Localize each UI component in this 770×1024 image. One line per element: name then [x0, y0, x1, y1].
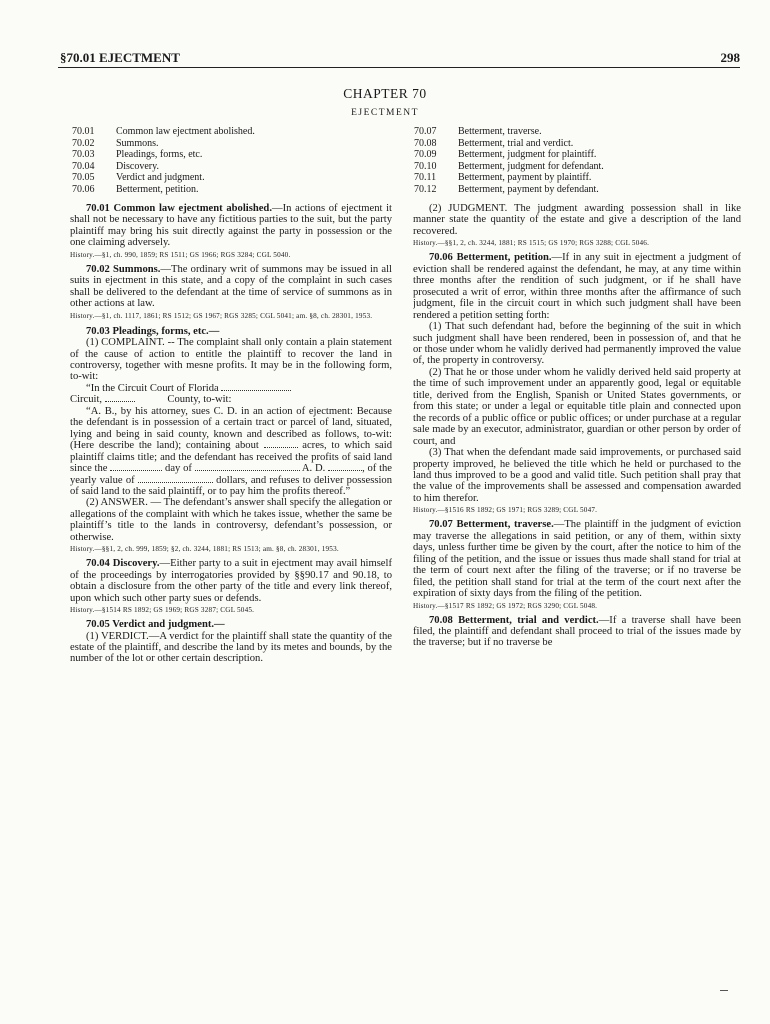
form-body: [70, 406, 392, 498]
toc-right-column: [414, 126, 744, 195]
toc-title: Betterment, judgment for plaintiff.: [458, 149, 597, 160]
toc-entry: [72, 161, 392, 173]
toc-entry: [414, 126, 744, 138]
section-text: —The ordinary writ of summons may be issued in all suits in ejectment in this state, and a copy of the complaint in such cases shall be delivered to the defendant at the time of service of summons as in other actions at law.: [70, 263, 392, 310]
paragraph-verdict: (1) VERDICT.—A verdict for the plaintiff shall state the quantity of the estate of the plaintiff, and describe the land by its metes and bounds, by the number of the lot or other certain description.: [70, 630, 392, 665]
toc-num: 70.10: [414, 160, 437, 172]
header-rule: [58, 67, 740, 68]
section-heading: 70.02 Summons.: [86, 263, 161, 275]
paragraph-betterment-3: (3) That when the defendant made said improvements, or purchased said property improved, he believed the title which he held or purchased to the land thus improved to be a good and valid title. Such petition shall pray that the value of the improvements shall be assessed and compensation awarded to him therefor.: [413, 447, 741, 504]
form-blank: [264, 447, 298, 448]
toc-num: 70.09: [414, 149, 437, 160]
history-note: History.—§1516 RS 1892; GS 1971; RGS 3289; CGL 5047.: [413, 506, 598, 515]
toc-num: 70.02: [72, 137, 95, 149]
form-caption: [70, 383, 392, 394]
toc-title: Betterment, petition.: [116, 183, 199, 195]
toc-title: Betterment, traverse.: [458, 126, 542, 137]
form-text: , of the yearly value of: [70, 463, 392, 486]
toc-num: 70.11: [414, 172, 437, 183]
form-text: A. D.: [301, 463, 326, 475]
page-mark: [720, 990, 728, 991]
section-heading: 70.05 Verdict and judgment.—: [86, 619, 225, 631]
toc-num: 70.04: [72, 160, 95, 172]
toc-num: 70.07: [414, 126, 437, 137]
toc-title: Verdict and judgment.: [116, 172, 205, 183]
history-note: History.—§§1, 2, ch. 3244, 1881; RS 1515; GS 1970; RGS 3288; CGL 5046.: [413, 239, 650, 248]
form-text: “A. B., by his attorney, sues C. D. in an action of ejectment: Because the defendant is in possession of a certain tract or parcel of land, situated, lying and being in said county, known and described as follows, to-wit: (Here describe the land); containing about: [70, 405, 392, 452]
toc-title: Betterment, payment by defendant.: [458, 183, 599, 195]
toc-entry: [414, 172, 744, 184]
form-text: acres, to which said plaintiff claims title; and the defendant has received the profits of said land since the: [70, 440, 392, 475]
history-note: History.—§1514 RS 1892; GS 1969; RGS 3287; CGL 5045.: [70, 606, 255, 615]
section-heading: 70.07 Betterment, traverse.: [429, 519, 554, 531]
toc-entry: [414, 138, 744, 150]
section-text: —In actions of ejectment it shall not be necessary to have any fictitious parties to the suit, but the party plaintiff may bring his suit directly against the party in possession or the one claiming adversely.: [70, 203, 392, 249]
paragraph-complaint: (1) COMPLAINT. -- The complaint shall only contain a plain statement of the cause of action to entitle the plaintiff to recover the land in controversy, together with mesne profits. It may be in the following form, to-wit:: [70, 337, 392, 383]
section-70-03: [70, 326, 392, 337]
history-note: History.—§§1, 2, ch. 999, 1859; §2, ch. 3244, 1881; RS 1513; am. §8, ch. 28301, 1953.: [70, 545, 339, 554]
section-70-04: [70, 558, 392, 604]
toc-title: Summons.: [116, 137, 159, 149]
form-text: dollars, and refuses to deliver possession of said land to the said plaintiff, or to pay him the profits thereof.”: [70, 474, 392, 497]
toc-title: Common law ejectment abolished.: [116, 126, 255, 137]
section-text: —If in any suit in ejectment a judgment of eviction shall be rendered against the defendant, he may, at any time within three months after the rendition of such judgment, or if he shall have prosecuted a writ of error, within three months after the affirmance of such judgment, file in the circuit court in which such judgment shall have been rendered a petition setting forth:: [413, 252, 741, 321]
chapter-subtitle: EJECTMENT: [351, 108, 419, 118]
form-blank: [195, 470, 300, 471]
toc-num: 70.05: [72, 172, 95, 183]
section-text: —The plaintiff in the judgment of eviction may traverse the allegations in said petition, or any of them, within sixty days, unless further time be given by the court, after the notice to him of the filing of the petition, and the issue or issues thus made shall stand for trial at the term of court next after the filing of the traverse; or if no traverse be filed, the petition shall stand for trial at the term of the court next after the expiration of sixty days from the filing of the petition.: [413, 519, 741, 600]
toc-entry: [414, 184, 744, 196]
history-note: History.—§1, ch. 1117, 1861; RS 1512; GS 1967; RGS 3285; CGL 5041; am. §8, ch. 28301, 1953.: [70, 311, 373, 320]
body-column-left: [70, 203, 392, 978]
form-text: day of: [165, 463, 192, 475]
section-heading: 70.04 Discovery.: [86, 558, 160, 570]
paragraph-betterment-2: (2) That he or those under whom he validly derived held said property at the time of such improvement under an apparently good, legal or equitable title, derived from the English, Spanish or United States governments, or from this state; or under a legal or equitable title plain and connected upon the records of a public office or public offices; or under purchase at a regular sale made by an executor, administrator, guardian or other person by order of court, and: [413, 366, 741, 447]
running-header-section: §70.01 EJECTMENT: [60, 50, 180, 65]
form-blank: [105, 401, 135, 402]
form-caption-2: [70, 394, 392, 405]
paragraph-judgment: (2) JUDGMENT. The judgment awarding possession shall in like manner state the quantity of the estate and give a description of the land recovered.: [413, 203, 741, 237]
section-70-01: [70, 203, 392, 249]
section-70-06: [413, 252, 741, 321]
form-blank: [221, 390, 291, 391]
section-heading: 70.06 Betterment, petition.: [429, 252, 552, 264]
section-heading: 70.01 Common law ejectment abolished.: [86, 203, 272, 214]
paragraph-betterment-1: (1) That such defendant had, before the beginning of the suit in which such judgment shall have been rendered, been in possession of, and that he or those under whom he validly derived had permanently improved the value of, the property in controversy.: [413, 321, 741, 367]
section-70-07: [413, 519, 741, 599]
section-heading: 70.03 Pleadings, forms, etc.—: [86, 325, 220, 337]
form-blank: [328, 470, 362, 471]
section-70-05: [70, 619, 392, 630]
toc-entry: [72, 149, 392, 161]
section-70-08: [413, 615, 741, 649]
form-blank: [110, 470, 162, 471]
toc-left-column: [72, 126, 392, 195]
toc-title: Betterment, judgment for defendant.: [458, 160, 604, 172]
section-text: —If a traverse shall have been filed, the plaintiff and defendant shall proceed to trial of the issues made by the traverse; but if no traverse be: [413, 614, 741, 649]
history-note: History.—§1, ch. 990, 1859; RS 1511; GS 1966; RGS 3284; CGL 5040.: [70, 250, 291, 259]
toc-num: 70.03: [72, 149, 95, 160]
toc-num: 70.01: [72, 126, 95, 137]
section-heading: 70.08 Betterment, trial and verdict.: [429, 614, 599, 626]
form-text: Circuit,: [70, 394, 103, 406]
toc-entry: [414, 149, 744, 161]
section-text: —Either party to a suit in ejectment may avail himself of the proceedings by interrogatories provided by §§90.17 and 90.18, to obtain a disclosure from the other party of the title and every link thereof, upon which such other party sues or defends.: [70, 558, 392, 604]
page-number: 298: [720, 50, 740, 65]
toc-title: Betterment, trial and verdict.: [458, 137, 574, 149]
body-column-right: [413, 203, 741, 978]
toc-entry: [72, 184, 392, 196]
toc-entry: [414, 161, 744, 173]
toc-entry: [72, 126, 392, 138]
toc-title: Discovery.: [116, 160, 159, 172]
chapter-title: CHAPTER 70: [343, 86, 427, 101]
toc-num: 70.08: [414, 137, 437, 149]
form-blank: [138, 482, 213, 483]
form-text: County, to-wit:: [167, 394, 232, 406]
toc-num: 70.06: [72, 183, 95, 195]
toc-entry: [72, 138, 392, 150]
toc-title: Betterment, payment by plaintiff.: [458, 172, 592, 183]
form-text: “In the Circuit Court of Florida: [86, 382, 219, 394]
toc-num: 70.12: [414, 183, 437, 195]
toc-title: Pleadings, forms, etc.: [116, 149, 203, 160]
paragraph-answer: (2) ANSWER. — The defendant’s answer shall specify the allegation or allegations of the complaint with which he takes issue, whether the same be plaintiff’s title to the lands in controversy, defendant’s possession, or otherwise.: [70, 497, 392, 543]
toc-entry: [72, 172, 392, 184]
section-70-02: [70, 264, 392, 310]
history-note: History.—§1517 RS 1892; GS 1972; RGS 3290; CGL 5048.: [413, 601, 598, 610]
